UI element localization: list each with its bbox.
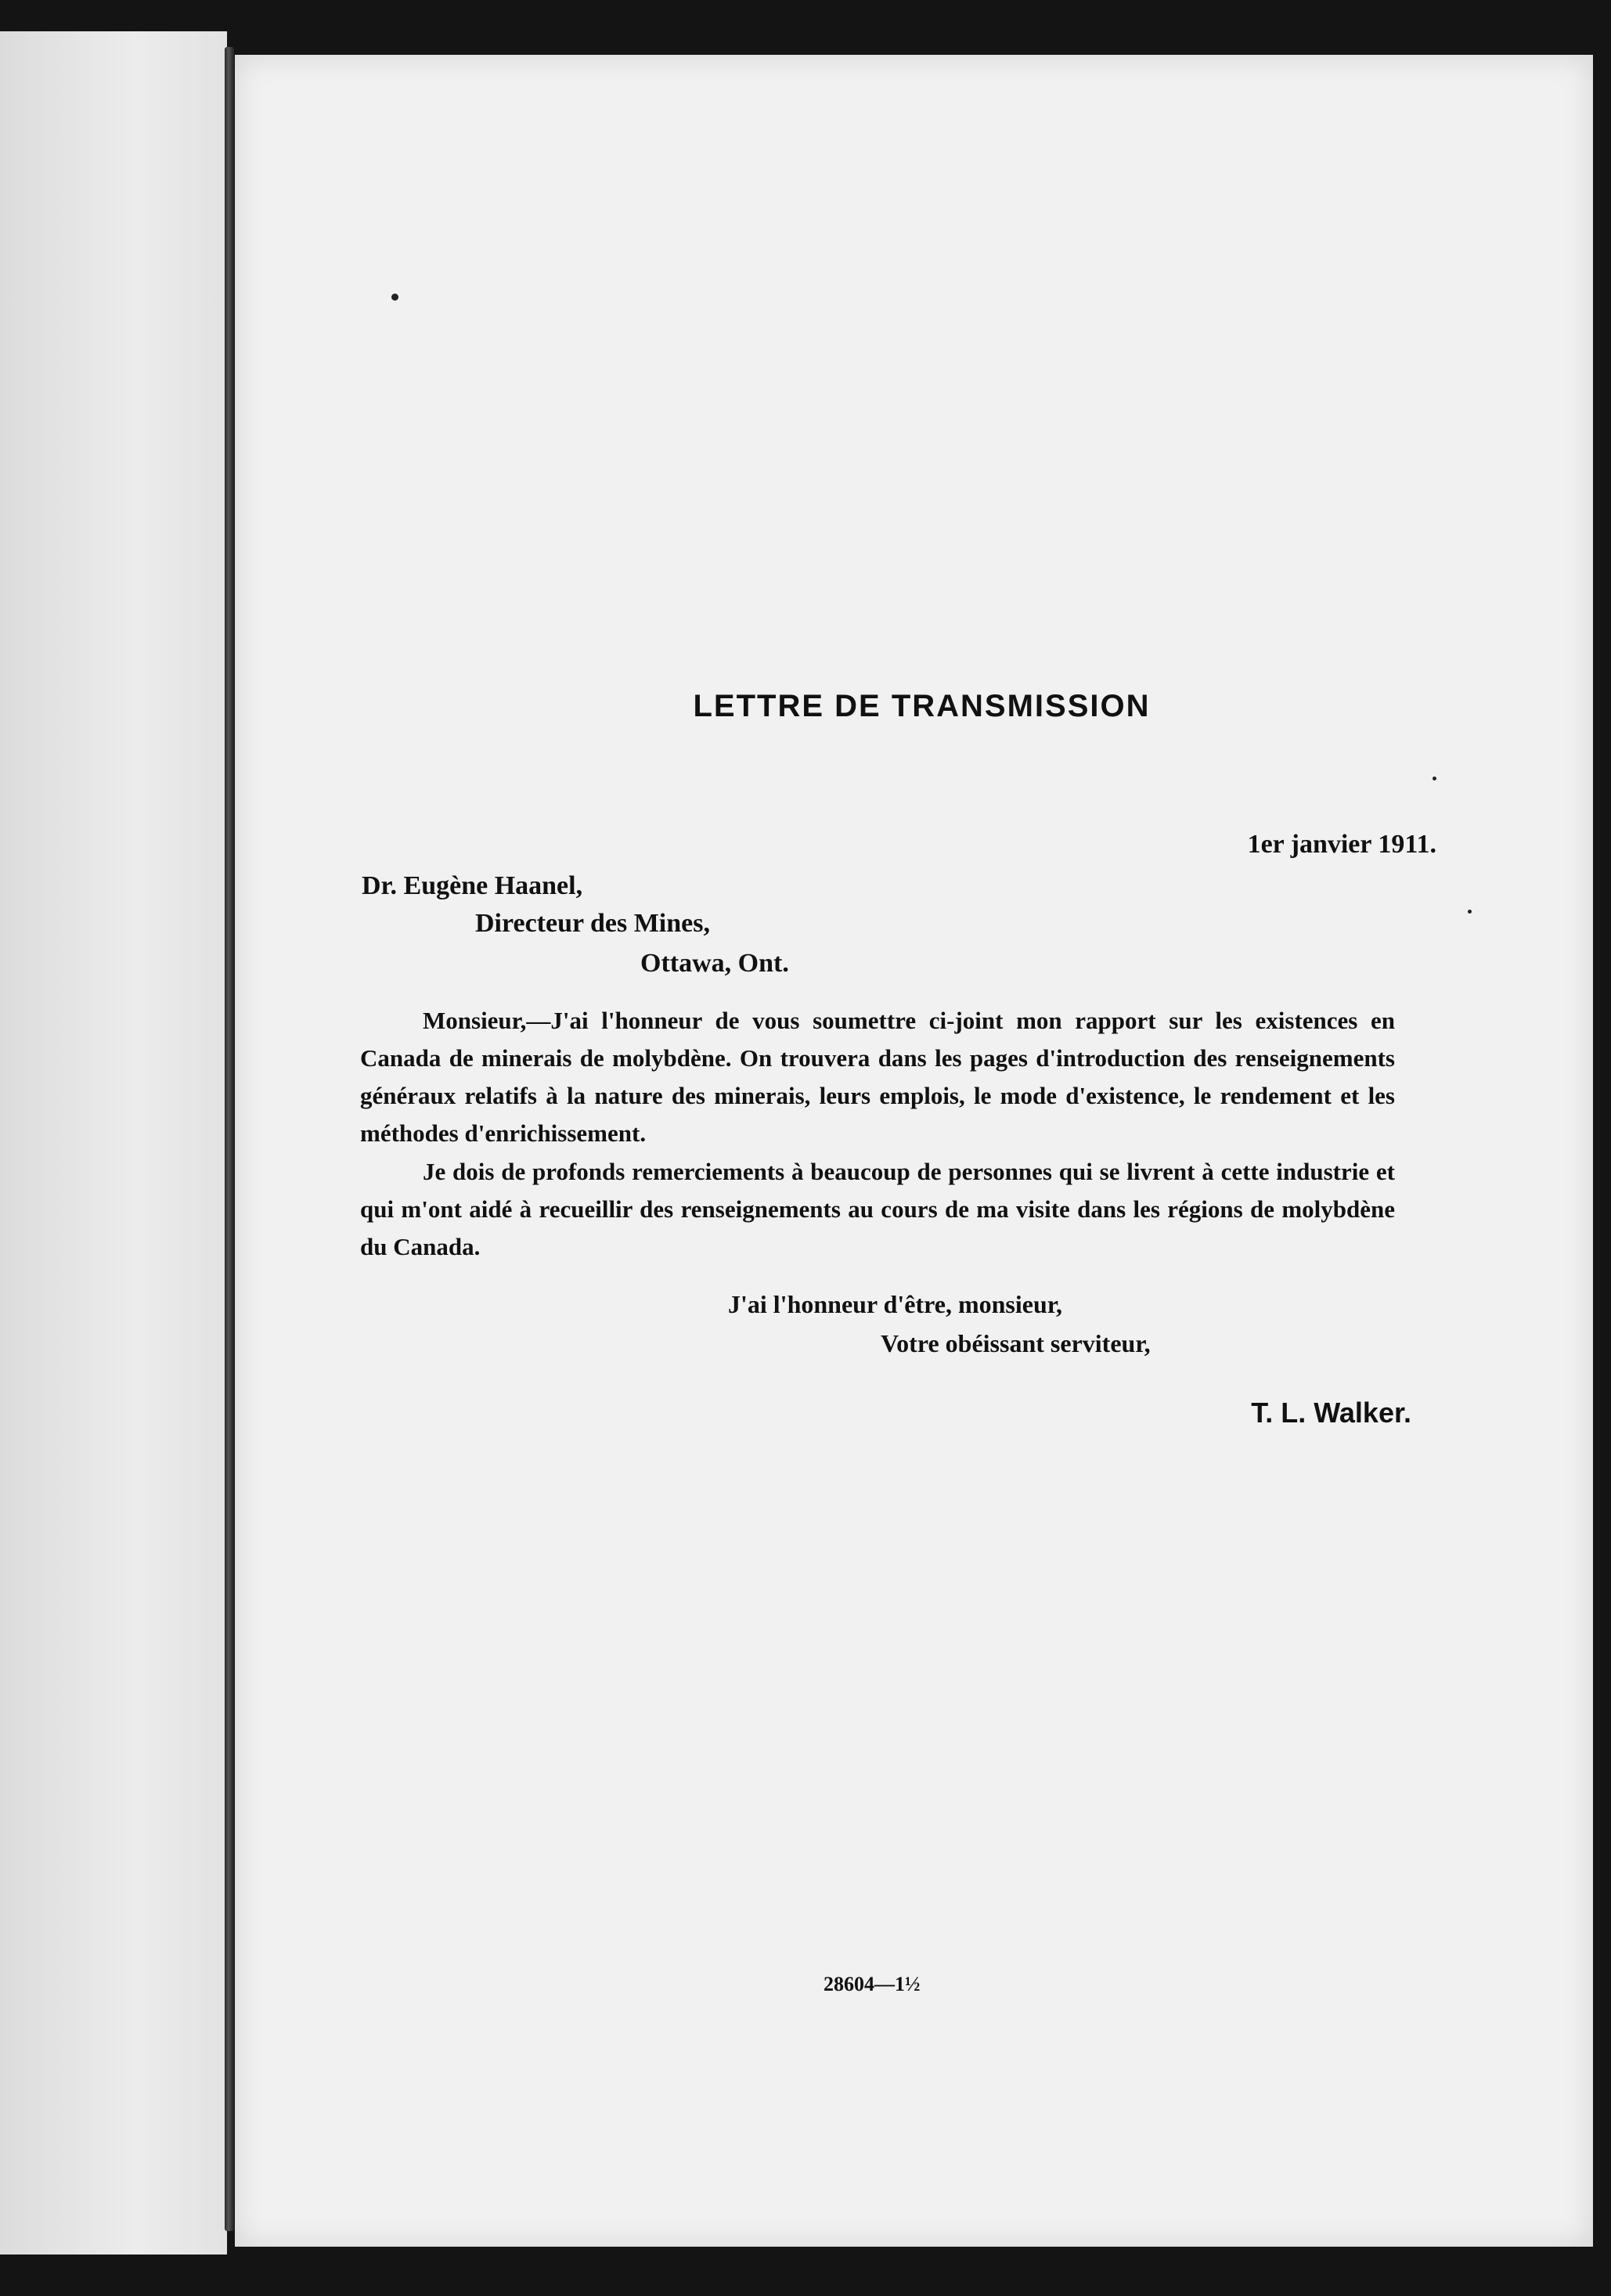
document-page	[235, 55, 1593, 2247]
scan-speck	[391, 294, 398, 301]
binding-spine	[225, 47, 234, 2231]
facing-page-edge	[0, 31, 227, 2255]
page-number: 28604—1½	[824, 1973, 921, 1995]
letter-heading: LETTRE DE TRANSMISSION	[693, 689, 1151, 723]
recipient-place: Ottawa, Ont.	[640, 949, 789, 978]
closing-salutation: J'ai l'honneur d'être, monsieur,	[728, 1290, 1063, 1318]
signature: T. L. Walker.	[1251, 1397, 1411, 1429]
body-paragraph-1: Monsieur,—J'ai l'honneur de vous soumettre ci-joint mon rapport sur les existences en Canada de minerais de molybdène. On trouvera dans les pages d'introduction des renseignements généraux relatifs à la nature des minerais, leurs emplois, le mode d'existence, le rendement et les méthodes d'enrichissement.	[360, 1007, 1395, 1147]
letter-date: 1er janvier 1911.	[1247, 830, 1436, 859]
scan-speck	[1433, 777, 1436, 780]
recipient-name: Dr. Eugène Haanel,	[362, 871, 583, 900]
recipient-title: Directeur des Mines,	[475, 909, 710, 938]
body-paragraph-2: Je dois de profonds remerciements à beaucoup de personnes qui se livrent à cette industrie et qui m'ont aidé à recueillir des renseignements au cours de ma visite dans les régions de molybdène du Canada.	[360, 1158, 1395, 1260]
closing-valediction: Votre obéissant serviteur,	[881, 1329, 1151, 1357]
scan-speck	[1468, 910, 1472, 914]
